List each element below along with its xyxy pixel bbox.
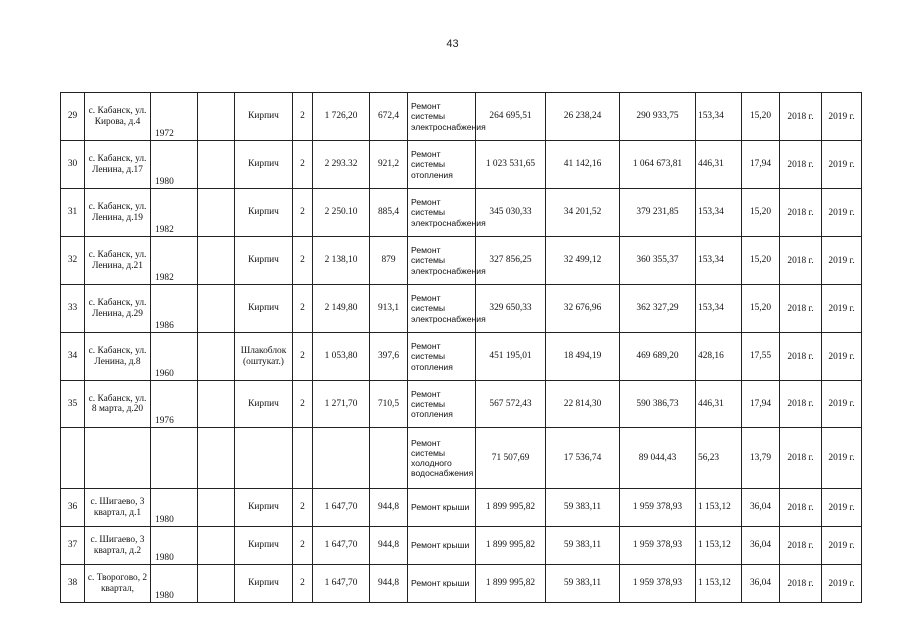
cell-row-number: 29 xyxy=(61,93,85,141)
cell-empty xyxy=(198,333,235,381)
cell-row-number: 38 xyxy=(61,565,85,603)
cell-floors: 2 xyxy=(293,489,313,527)
cell-wall-material: Кирпич xyxy=(235,565,293,603)
cell-wall-material: Кирпич xyxy=(235,489,293,527)
cell-end-year: 2019 г. xyxy=(822,527,862,565)
cell-empty xyxy=(198,93,235,141)
cell-end-year: 2019 г. xyxy=(822,237,862,285)
cell-start-year: 2018 г. xyxy=(780,237,822,285)
cell-year: 1980 xyxy=(151,489,198,527)
cell-cost-per-sqm: 1 153,12 xyxy=(696,565,742,603)
cell-cost: 327 856,25 xyxy=(476,237,546,285)
cell-cost-secondary: 22 814,30 xyxy=(546,381,620,428)
cell-wall-material: Кирпич xyxy=(235,381,293,428)
cell-cost: 345 030,33 xyxy=(476,189,546,237)
cell-cost-per-sqm: 153,34 xyxy=(696,237,742,285)
cell-total-area: 1 271,70 xyxy=(313,381,370,428)
cell-wall-material: Кирпич xyxy=(235,141,293,189)
cell-row-number: 36 xyxy=(61,489,85,527)
cell-start-year: 2018 г. xyxy=(780,93,822,141)
cell-cost: 264 695,51 xyxy=(476,93,546,141)
cell-cost-per-sqm: 153,34 xyxy=(696,285,742,333)
table-row xyxy=(61,237,862,285)
cell-cost-per-sqm: 153,34 xyxy=(696,189,742,237)
cell-year: 1976 xyxy=(151,381,198,428)
cell-end-year: 2019 г. xyxy=(822,189,862,237)
cell-work-type: Ремонт системы отопления xyxy=(408,381,476,428)
cell-cost-secondary: 17 536,74 xyxy=(546,428,620,489)
cell-total-cost: 362 327,29 xyxy=(620,285,696,333)
table-row xyxy=(61,381,862,428)
cell-floors: 2 xyxy=(293,565,313,603)
cell-floors: 2 xyxy=(293,141,313,189)
cell-start-year: 2018 г. xyxy=(780,527,822,565)
table-row xyxy=(61,189,862,237)
cell-year: 1982 xyxy=(151,189,198,237)
cell-cost-secondary: 34 201,52 xyxy=(546,189,620,237)
cell-total-cost: 1 959 378,93 xyxy=(620,527,696,565)
cell-cost-secondary: 32 499,12 xyxy=(546,237,620,285)
cell-total-area: 2 138,10 xyxy=(313,237,370,285)
cell-end-year: 2019 г. xyxy=(822,489,862,527)
cell-work-type: Ремонт системы отопления xyxy=(408,141,476,189)
cell-cost-secondary: 59 383,11 xyxy=(546,489,620,527)
cell-living-area: 672,4 xyxy=(370,93,408,141)
cell-wall-material: Кирпич xyxy=(235,189,293,237)
cell-floors xyxy=(293,428,313,489)
table-row xyxy=(61,527,862,565)
cell-empty xyxy=(198,527,235,565)
cell-rate: 36,04 xyxy=(742,527,780,565)
cell-cost: 1 023 531,65 xyxy=(476,141,546,189)
cell-total-area: 1 726,20 xyxy=(313,93,370,141)
cell-rate: 17,55 xyxy=(742,333,780,381)
cell-end-year: 2019 г. xyxy=(822,333,862,381)
cell-rate: 36,04 xyxy=(742,565,780,603)
cell-rate: 36,04 xyxy=(742,489,780,527)
cell-floors: 2 xyxy=(293,285,313,333)
cell-end-year: 2019 г. xyxy=(822,93,862,141)
cell-work-type: Ремонт системы электроснабжения xyxy=(408,93,476,141)
cell-total-area xyxy=(313,428,370,489)
cell-empty xyxy=(198,428,235,489)
cell-floors: 2 xyxy=(293,381,313,428)
cell-cost-secondary: 41 142,16 xyxy=(546,141,620,189)
cell-address: с. Кабанск, ул. Ленина, д.19 xyxy=(85,189,151,237)
cell-year: 1980 xyxy=(151,565,198,603)
cell-living-area: 913,1 xyxy=(370,285,408,333)
cell-rate: 15,20 xyxy=(742,189,780,237)
cell-work-type: Ремонт системы холодного водоснабжения xyxy=(408,428,476,489)
cell-cost: 329 650,33 xyxy=(476,285,546,333)
cell-wall-material: Кирпич xyxy=(235,285,293,333)
cell-end-year: 2019 г. xyxy=(822,285,862,333)
cell-cost: 1 899 995,82 xyxy=(476,565,546,603)
cell-row-number: 30 xyxy=(61,141,85,189)
cell-cost-per-sqm: 1 153,12 xyxy=(696,527,742,565)
cell-row-number: 31 xyxy=(61,189,85,237)
cell-total-cost: 469 689,20 xyxy=(620,333,696,381)
cell-year xyxy=(151,428,198,489)
cell-rate: 17,94 xyxy=(742,381,780,428)
cell-wall-material: Шлакоблок (оштукат.) xyxy=(235,333,293,381)
cell-start-year: 2018 г. xyxy=(780,489,822,527)
cell-cost-per-sqm: 446,31 xyxy=(696,381,742,428)
cell-cost-per-sqm: 446,31 xyxy=(696,141,742,189)
cell-address: с. Кабанск, ул. Кирова, д.4 xyxy=(85,93,151,141)
cell-row-number: 32 xyxy=(61,237,85,285)
table-row xyxy=(61,565,862,603)
cell-work-type: Ремонт крыши xyxy=(408,565,476,603)
cell-living-area: 879 xyxy=(370,237,408,285)
cell-address: с. Кабанск, ул. Ленина, д.17 xyxy=(85,141,151,189)
cell-total-area: 2 250.10 xyxy=(313,189,370,237)
cell-cost-secondary: 32 676,96 xyxy=(546,285,620,333)
repair-schedule-table xyxy=(60,92,862,603)
cell-year: 1986 xyxy=(151,285,198,333)
cell-floors: 2 xyxy=(293,189,313,237)
cell-address: с. Кабанск, ул. Ленина, д.21 xyxy=(85,237,151,285)
cell-cost: 71 507,69 xyxy=(476,428,546,489)
cell-empty xyxy=(198,381,235,428)
table-row xyxy=(61,333,862,381)
cell-total-area: 1 053,80 xyxy=(313,333,370,381)
cell-rate: 15,20 xyxy=(742,93,780,141)
cell-address: с. Кабанск, ул. Ленина, д.29 xyxy=(85,285,151,333)
cell-total-area: 2 293.32 xyxy=(313,141,370,189)
cell-floors: 2 xyxy=(293,333,313,381)
cell-start-year: 2018 г. xyxy=(780,428,822,489)
cell-row-number: 37 xyxy=(61,527,85,565)
cell-address: с. Кабанск, ул. 8 марта, д.20 xyxy=(85,381,151,428)
cell-total-cost: 1 959 378,93 xyxy=(620,565,696,603)
cell-total-area: 1 647,70 xyxy=(313,527,370,565)
cell-cost: 1 899 995,82 xyxy=(476,527,546,565)
cell-work-type: Ремонт системы электроснабжения xyxy=(408,285,476,333)
cell-rate: 15,20 xyxy=(742,285,780,333)
cell-empty xyxy=(198,285,235,333)
cell-wall-material: Кирпич xyxy=(235,527,293,565)
cell-work-type: Ремонт крыши xyxy=(408,489,476,527)
cell-total-cost: 1 959 378,93 xyxy=(620,489,696,527)
cell-empty xyxy=(198,489,235,527)
cell-row-number: 35 xyxy=(61,381,85,428)
cell-living-area: 921,2 xyxy=(370,141,408,189)
cell-wall-material: Кирпич xyxy=(235,237,293,285)
cell-row-number: 34 xyxy=(61,333,85,381)
cell-cost: 1 899 995,82 xyxy=(476,489,546,527)
cell-address: с. Шигаево, 3 квартал, д.1 xyxy=(85,489,151,527)
cell-total-cost: 590 386,73 xyxy=(620,381,696,428)
cell-floors: 2 xyxy=(293,237,313,285)
cell-living-area xyxy=(370,428,408,489)
cell-end-year: 2019 г. xyxy=(822,565,862,603)
cell-empty xyxy=(198,237,235,285)
cell-living-area: 944,8 xyxy=(370,527,408,565)
cell-year: 1960 xyxy=(151,333,198,381)
cell-end-year: 2019 г. xyxy=(822,381,862,428)
cell-living-area: 944,8 xyxy=(370,565,408,603)
cell-total-cost: 360 355,37 xyxy=(620,237,696,285)
cell-address: с. Шигаево, 3 квартал, д.2 xyxy=(85,527,151,565)
cell-cost-secondary: 26 238,24 xyxy=(546,93,620,141)
cell-rate: 15,20 xyxy=(742,237,780,285)
cell-work-type: Ремонт крыши xyxy=(408,527,476,565)
cell-cost-secondary: 59 383,11 xyxy=(546,565,620,603)
cell-cost: 451 195,01 xyxy=(476,333,546,381)
cell-end-year: 2019 г. xyxy=(822,141,862,189)
cell-cost-secondary: 18 494,19 xyxy=(546,333,620,381)
cell-total-area: 2 149,80 xyxy=(313,285,370,333)
cell-living-area: 397,6 xyxy=(370,333,408,381)
table-row xyxy=(61,141,862,189)
cell-work-type: Ремонт системы электроснабжения xyxy=(408,189,476,237)
cell-year: 1972 xyxy=(151,93,198,141)
cell-end-year: 2019 г. xyxy=(822,428,862,489)
page-number: 43 xyxy=(446,38,459,50)
cell-rate: 13,79 xyxy=(742,428,780,489)
cell-floors: 2 xyxy=(293,93,313,141)
cell-total-cost: 379 231,85 xyxy=(620,189,696,237)
cell-empty xyxy=(198,189,235,237)
cell-rate: 17,94 xyxy=(742,141,780,189)
cell-address: с. Творогово, 2 квартал, xyxy=(85,565,151,603)
cell-row-number: 33 xyxy=(61,285,85,333)
cell-total-cost: 1 064 673,81 xyxy=(620,141,696,189)
cell-living-area: 710,5 xyxy=(370,381,408,428)
cell-year: 1980 xyxy=(151,141,198,189)
cell-total-cost: 89 044,43 xyxy=(620,428,696,489)
cell-total-cost: 290 933,75 xyxy=(620,93,696,141)
cell-cost-per-sqm: 153,34 xyxy=(696,93,742,141)
table-row xyxy=(61,428,862,489)
cell-floors: 2 xyxy=(293,527,313,565)
cell-start-year: 2018 г. xyxy=(780,285,822,333)
cell-cost-per-sqm: 428,16 xyxy=(696,333,742,381)
table-row xyxy=(61,285,862,333)
cell-empty xyxy=(198,141,235,189)
cell-empty xyxy=(198,565,235,603)
cell-cost: 567 572,43 xyxy=(476,381,546,428)
cell-start-year: 2018 г. xyxy=(780,189,822,237)
table-row xyxy=(61,93,862,141)
cell-total-area: 1 647,70 xyxy=(313,489,370,527)
cell-wall-material xyxy=(235,428,293,489)
table-row xyxy=(61,489,862,527)
cell-start-year: 2018 г. xyxy=(780,141,822,189)
cell-address xyxy=(85,428,151,489)
cell-work-type: Ремонт системы электроснабжения xyxy=(408,237,476,285)
cell-work-type: Ремонт системы отопления xyxy=(408,333,476,381)
cell-cost-secondary: 59 383,11 xyxy=(546,527,620,565)
cell-start-year: 2018 г. xyxy=(780,565,822,603)
cell-year: 1982 xyxy=(151,237,198,285)
cell-start-year: 2018 г. xyxy=(780,333,822,381)
cell-wall-material: Кирпич xyxy=(235,93,293,141)
cell-living-area: 885,4 xyxy=(370,189,408,237)
cell-total-area: 1 647,70 xyxy=(313,565,370,603)
cell-start-year: 2018 г. xyxy=(780,381,822,428)
cell-cost-per-sqm: 56,23 xyxy=(696,428,742,489)
cell-cost-per-sqm: 1 153,12 xyxy=(696,489,742,527)
cell-row-number xyxy=(61,428,85,489)
cell-living-area: 944,8 xyxy=(370,489,408,527)
cell-year: 1980 xyxy=(151,527,198,565)
cell-address: с. Кабанск, ул. Ленина, д.8 xyxy=(85,333,151,381)
